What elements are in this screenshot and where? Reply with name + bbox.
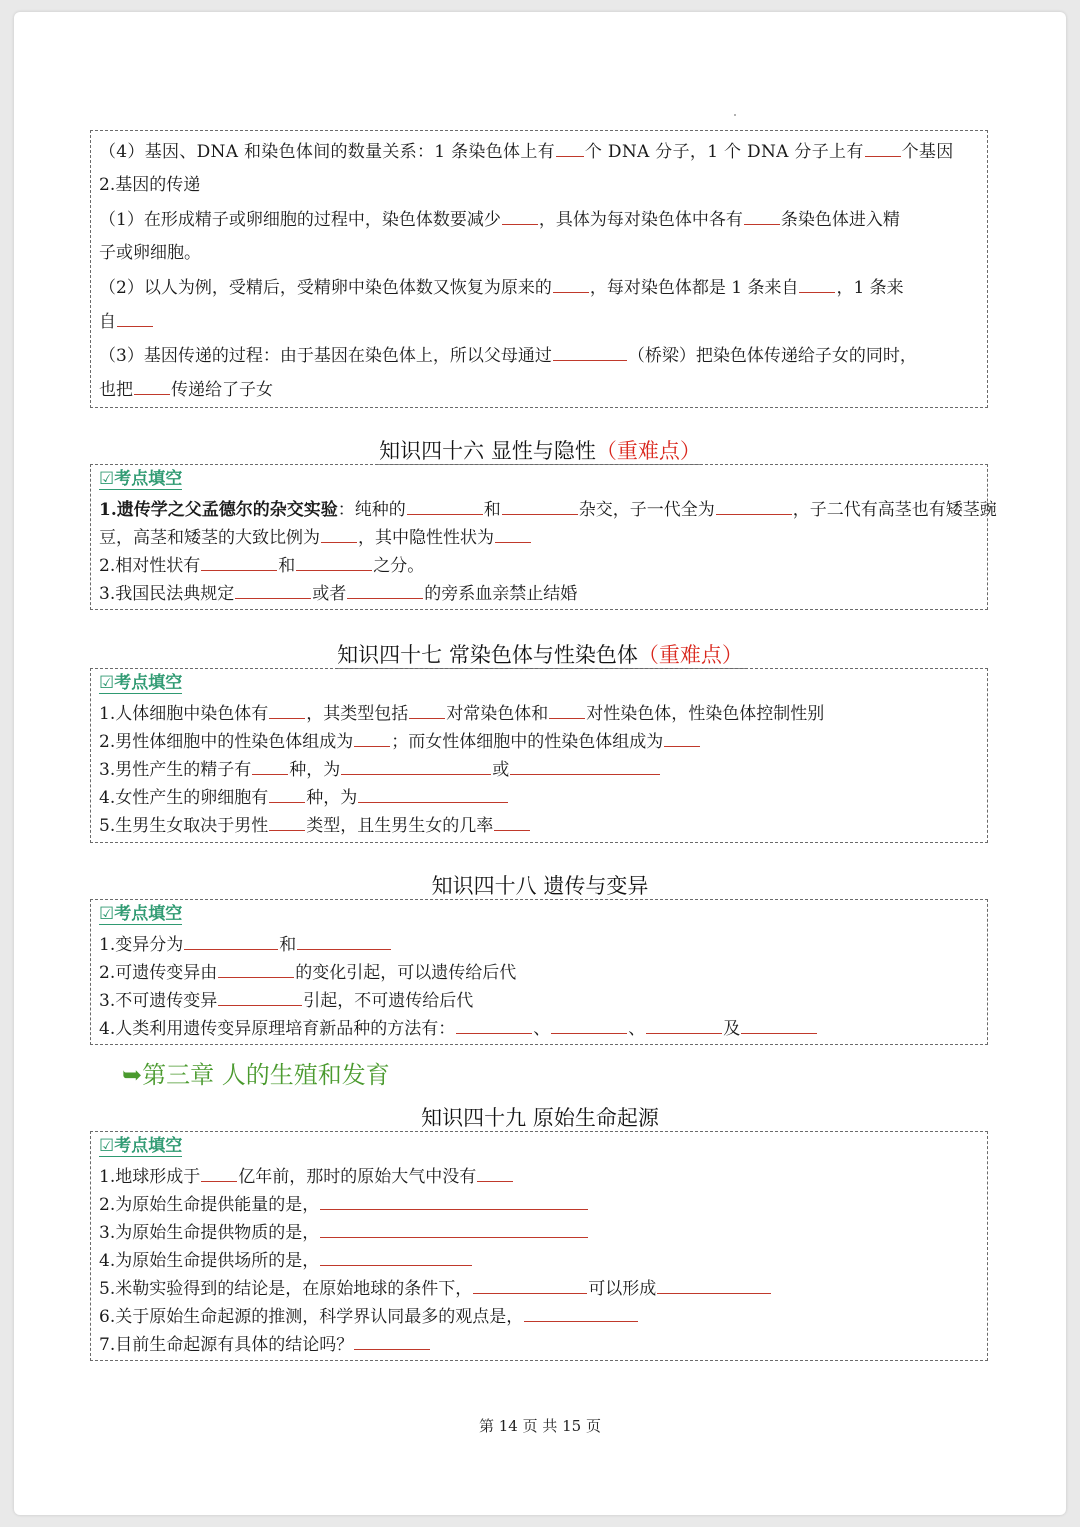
line-nonheritable-variation: 3.不可遗传变异 引起，不可遗传给后代 <box>99 991 474 1011</box>
section-46-box <box>90 464 997 610</box>
line-heritable-variation: 2.可遗传变异由 的变化引起，可以遗传给后代 <box>99 963 517 983</box>
line-gene-dna-chromosome: （4）基因、DNA 和染色体间的数量关系：1 条染色体上有 个 DNA 分子，1 个 DNA 分子上有 个基因 <box>99 142 954 162</box>
line-boy-girl: 5.生男生女取决于男性 类型，且生男生女的几率 <box>99 815 531 836</box>
speck <box>734 114 736 116</box>
line-energy: 2.为原始生命提供能量的是， <box>99 1194 589 1215</box>
line-gene-to-children: 也把 传递给了子女 <box>99 380 273 400</box>
line-chromosome-reduction: （1）在形成精子或卵细胞的过程中，染色体数要减少 ，具体为每对染色体中各有 条染色体进入精 <box>99 210 900 230</box>
section-46-title: 知识四十六 显性与隐性（重难点） <box>379 439 701 463</box>
document-page <box>14 12 1066 1515</box>
line-fertilization: （2）以人为例，受精后，受精卵中染色体数又恢复为原来的 ，每对染色体都是 1 条来自 ，1 条来 <box>99 278 904 298</box>
line-sex-chromosome: 2.男性体细胞中的性染色体组成为 ；而女性体细胞中的性染色体组成为 <box>99 731 701 752</box>
line-gene-transmission-heading: 2.基因的传递 <box>99 175 201 195</box>
line-breeding-methods: 4.人类利用遗传变异原理培育新品种的方法有： 、 、 及 <box>99 1018 818 1039</box>
line-relative-traits: 2.相对性状有 和 之分。 <box>99 556 425 576</box>
line-chromosome-count: 1.人体细胞中染色体有 ，其类型包括 对常染色体和 对性染色体，性染色体控制性别 <box>99 704 825 724</box>
exam-point-heading: ☑考点填空 <box>99 673 183 693</box>
line-material: 3.为原始生命提供物质的是， <box>99 1222 589 1243</box>
chapter-heading: ➥第三章 人的生殖和发育 <box>122 1061 390 1089</box>
page-footer: 第 14 页 共 15 页 <box>478 1417 601 1435</box>
section-49-box <box>90 1131 988 1361</box>
line-gene-transfer-process: （3）基因传递的过程：由于基因在染色体上，所以父母通过 （桥梁）把染色体传递给子女的同时， <box>99 346 917 366</box>
exam-point-heading: ☑考点填空 <box>99 904 183 924</box>
line-earth-formation: 1.地球形成于 亿年前，那时的原始大气中没有 <box>99 1166 514 1187</box>
section-49-title: 知识四十九 原始生命起源 <box>421 1106 659 1130</box>
line-sperm-egg: 子或卵细胞。 <box>99 243 201 263</box>
section-47-box <box>90 668 988 843</box>
exam-point-heading: ☑考点填空 <box>99 469 183 489</box>
line-egg-types: 4.女性产生的卵细胞有 种，为 <box>99 787 509 808</box>
line-origin-hypothesis: 6.关于原始生命起源的推测，科学界认同最多的观点是， <box>99 1306 639 1327</box>
section-48-title: 知识四十八 遗传与变异 <box>431 874 649 898</box>
line-miller-experiment: 5.米勒实验得到的结论是，在原始地球的条件下， 可以形成 <box>99 1278 772 1299</box>
exam-point-heading: ☑考点填空 <box>99 1136 183 1156</box>
line-marriage-law: 3.我国民法典规定 或者 的旁系血亲禁止结婚 <box>99 584 578 604</box>
section-47-title: 知识四十七 常染色体与性染色体（重难点） <box>337 643 743 667</box>
line-ratio: 豆，高茎和矮茎的大致比例为 ，其中隐性性状为 <box>99 527 532 548</box>
line-place: 4.为原始生命提供场所的是， <box>99 1250 473 1271</box>
line-from: 自 <box>99 311 154 332</box>
section-48-box <box>90 899 988 1045</box>
line-variation-types: 1.变异分为 和 <box>99 934 392 955</box>
gene-transmission-box <box>90 130 988 408</box>
line-sperm-types: 3.男性产生的精子有 种，为 或 <box>99 759 661 780</box>
line-mendel: 1.遗传学之父孟德尔的杂交实验：纯种的 和 杂交，子一代全为 ，子二代有高茎也有矮茎豌 <box>99 500 997 520</box>
line-origin-conclusion: 7.目前生命起源有具体的结论吗？ <box>99 1334 431 1355</box>
